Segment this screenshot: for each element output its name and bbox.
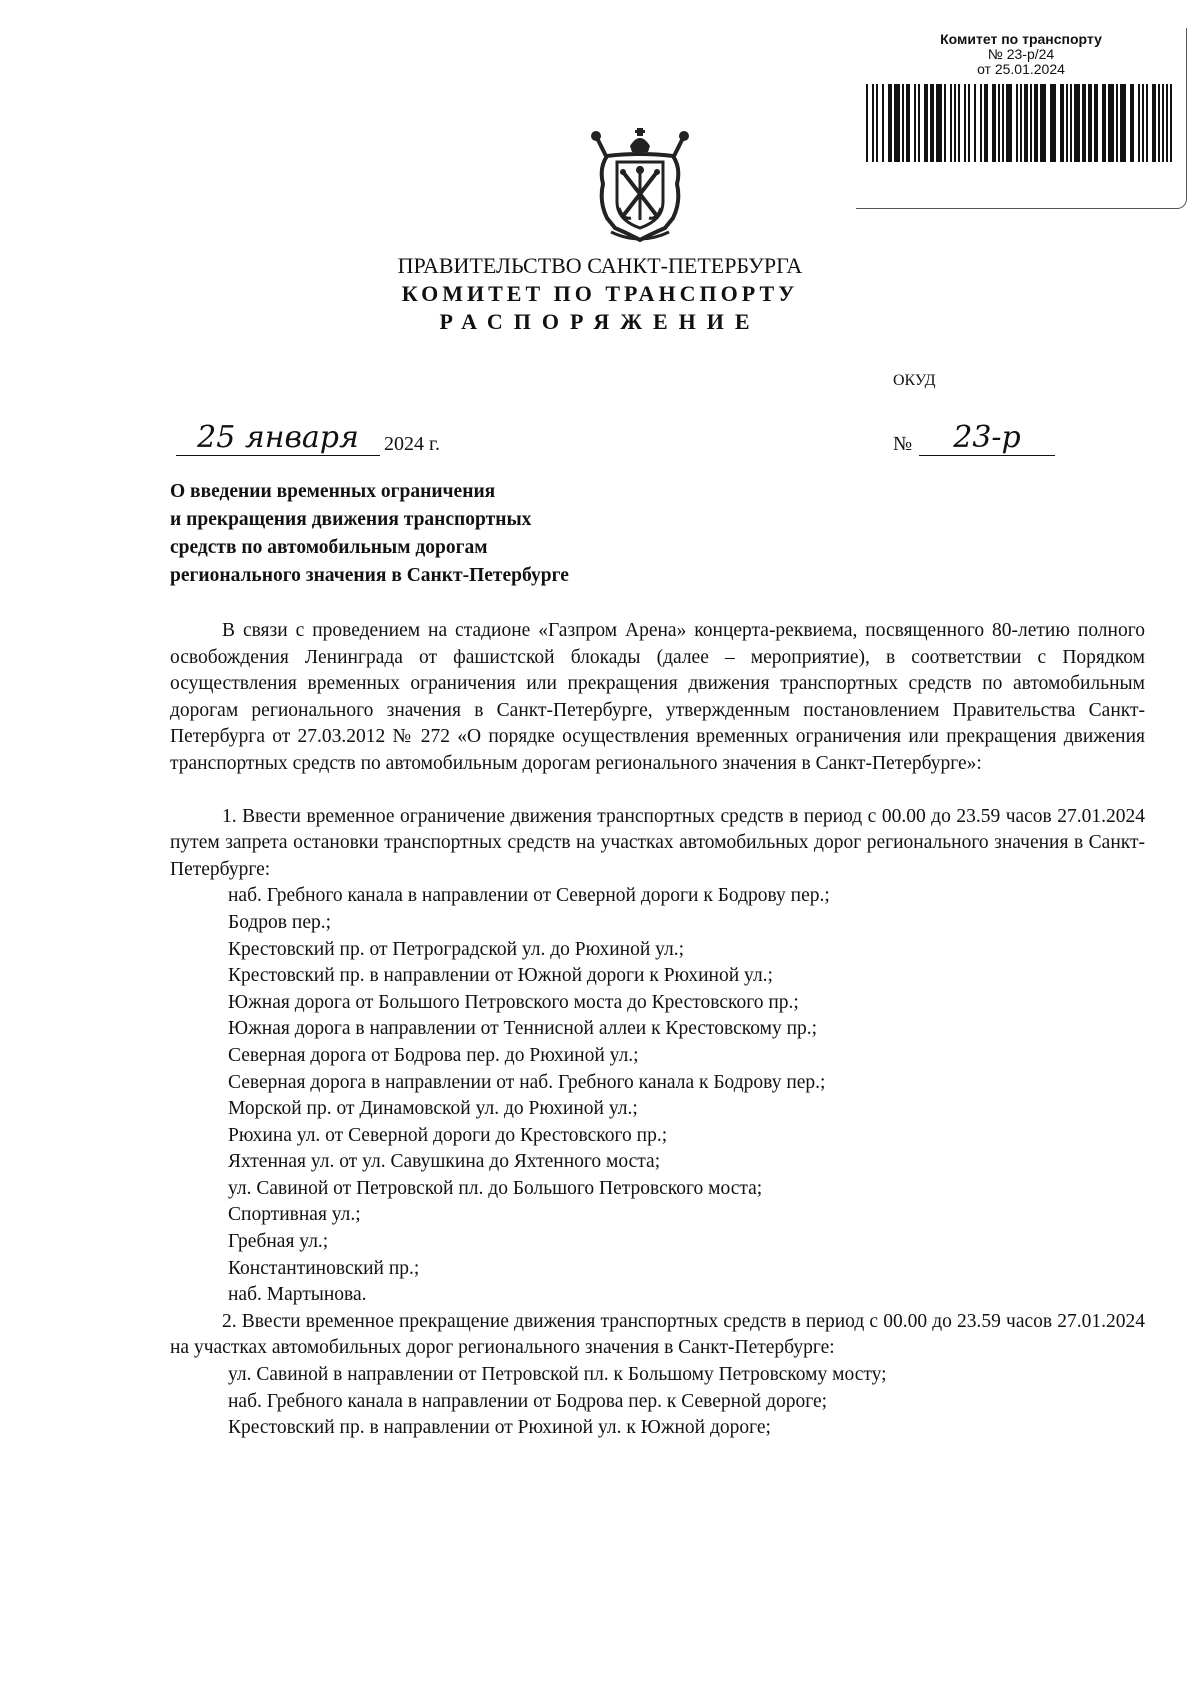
street-item: наб. Мартынова. (228, 1284, 367, 1306)
stamp-number: № 23-р/24 (987, 46, 1055, 62)
barcode-bar (1050, 84, 1056, 162)
date-handwritten: 25 января (176, 421, 380, 456)
street-item: Крестовский пр. в направлении от Рюхиной ул. к Южной дороге; (228, 1417, 771, 1439)
barcode-bar (1116, 84, 1118, 162)
barcode-bar (1120, 84, 1126, 162)
barcode-bar (1030, 84, 1032, 162)
street-item: Морской пр. от Динамовской ул. до Рюхиной ул.; (228, 1098, 638, 1120)
barcode-bar (906, 84, 910, 162)
barcode-bar (888, 84, 892, 162)
barcode-bar (1138, 84, 1140, 162)
barcode-bar (1094, 84, 1098, 162)
street-item: Спортивная ул.; (228, 1204, 361, 1226)
barcode-bar (1016, 84, 1018, 162)
barcode-bar (930, 84, 934, 162)
stamp-org: Комитет по транспорту (940, 31, 1102, 47)
barcode-bar (1074, 84, 1080, 162)
barcode-bar (902, 84, 904, 162)
barcode-bar (980, 84, 982, 162)
barcode-bar (1088, 84, 1092, 162)
document-subject (170, 478, 730, 590)
barcode-bar (950, 84, 952, 162)
barcode-bar (1170, 84, 1172, 162)
clause-1-text: 1. Ввести временное ограничение движения транспортных средств в период с 00.00 до 23.59 часов 27.01.2024 путем запрета остановки транспортных средств на участках автомобильных дорог регионального значения в Санкт-Петербурге: (170, 805, 1145, 880)
barcode-bar (936, 84, 942, 162)
preamble-paragraph: В связи с проведением на стадионе «Газпром Арена» концерта-реквиема, посвященного 80-летию полного освобождения Ленинграда от фашистской блокады (далее – мероприятие), в соответствии с Порядком осуществления временных ограничения или прекращения движения транспортных средств по автомобильным дорогам регионального значения в Санкт-Петербурге, утвержденным постановлением Правительства Санкт-Петербурга от 27.03.2012 № 272 «О порядке осуществления временных ограничения или прекращения движения транспортных средств по автомобильным дорогам регионального значения в Санкт-Петербурге»: (170, 620, 1145, 774)
street-item: Рюхина ул. от Северной дороги до Крестовского пр.; (228, 1124, 668, 1146)
street-item: Крестовский пр. от Петроградской ул. до Рюхиной ул.; (228, 938, 685, 960)
barcode-bar (918, 84, 920, 162)
barcode-bar (1146, 84, 1148, 162)
barcode-bar (876, 84, 878, 162)
subject-line: средств по автомобильным дорогам (170, 537, 488, 558)
barcode-bar (1020, 84, 1022, 162)
number-label: № (893, 433, 913, 455)
number-handwritten: 23-р (919, 421, 1055, 456)
street-item: Константиновский пр.; (228, 1257, 420, 1279)
barcode-icon (862, 84, 1180, 204)
barcode-bar (1082, 84, 1086, 162)
barcode-bar (1158, 84, 1160, 162)
barcode-bar (1130, 84, 1134, 162)
street-item: Северная дорога от Бодрова пер. до Рюхиной ул.; (228, 1044, 639, 1066)
clause-1-street-list (170, 883, 1145, 1309)
barcode-bar (882, 84, 884, 162)
document-type: РАСПОРЯЖЕНИЕ (439, 309, 761, 334)
barcode-bar (984, 84, 988, 162)
barcode-bar (974, 84, 976, 162)
barcode-bar (1152, 84, 1156, 162)
document-number (893, 420, 1063, 460)
spb-coat-of-arms-icon (585, 128, 695, 246)
barcode-bar (1040, 84, 1046, 162)
barcode-bar (992, 84, 996, 162)
barcode-bar (894, 84, 900, 162)
document-body (170, 618, 1145, 1442)
street-item: Крестовский пр. в направлении от Южной дороги к Рюхиной ул.; (228, 965, 773, 987)
barcode-bar (954, 84, 956, 162)
document-date (176, 420, 466, 460)
street-item: Бодров пер.; (228, 911, 332, 933)
barcode-bar (958, 84, 960, 162)
barcode-bar (1108, 84, 1114, 162)
subject-line: О введении временных ограничения (170, 481, 496, 502)
subject-line: и прекращения движения транспортных (170, 509, 532, 530)
street-item: Южная дорога от Большого Петровского моста до Крестовского пр.; (228, 991, 799, 1013)
barcode-bar (998, 84, 1000, 162)
barcode-bar (1066, 84, 1068, 162)
barcode-bar (1070, 84, 1072, 162)
street-item: ул. Савиной в направлении от Петровской пл. к Большому Петровскому мосту; (228, 1364, 887, 1386)
clause-2-text: 2. Ввести временное прекращение движения транспортных средств в период с 00.00 до 23.59 часов 27.01.2024 на участках автомобильных дорог регионального значения в Санкт-Петербурге: (170, 1310, 1145, 1359)
barcode-bar (1024, 84, 1028, 162)
barcode-bar (944, 84, 946, 162)
street-item: Яхтенная ул. от ул. Савушкина до Яхтенного моста; (228, 1151, 661, 1173)
street-item: Северная дорога в направлении от наб. Гребного канала к Бодрову пер.; (228, 1071, 826, 1093)
barcode-bar (1034, 84, 1038, 162)
barcode-bar (866, 84, 868, 162)
street-item: наб. Гребного канала в направлении от Бодрова пер. к Северной дороге; (228, 1390, 828, 1412)
barcode-bar (1006, 84, 1012, 162)
date-year: 2024 г. (384, 433, 440, 455)
barcode-bar (914, 84, 916, 162)
stamp-date: от 25.01.2024 (977, 61, 1065, 77)
barcode-bar (964, 84, 966, 162)
barcode-bar (924, 84, 928, 162)
registration-stamp (856, 28, 1187, 209)
street-item: наб. Гребного канала в направлении от Северной дороги к Бодрову пер.; (228, 885, 830, 907)
subject-line: регионального значения в Санкт-Петербурге (170, 565, 569, 586)
okud-label: ОКУД (893, 372, 936, 389)
street-item: Гребная ул.; (228, 1231, 329, 1253)
street-item: Южная дорога в направлении от Теннисной аллеи к Крестовскому пр.; (228, 1018, 818, 1040)
barcode-bar (1060, 84, 1064, 162)
barcode-bar (1166, 84, 1168, 162)
barcode-bar (1142, 84, 1144, 162)
street-item: ул. Савиной от Петровской пл. до Большого Петровского моста; (228, 1177, 763, 1199)
barcode-bar (1162, 84, 1164, 162)
barcode-bar (1002, 84, 1004, 162)
government-title: ПРАВИТЕЛЬСТВО САНКТ-ПЕТЕРБУРГА (397, 253, 803, 278)
barcode-bar (968, 84, 970, 162)
committee-title: КОМИТЕТ ПО ТРАНСПОРТУ (401, 281, 799, 306)
barcode-bar (872, 84, 874, 162)
barcode-bar (1102, 84, 1106, 162)
clause-2-street-list (170, 1362, 1145, 1442)
